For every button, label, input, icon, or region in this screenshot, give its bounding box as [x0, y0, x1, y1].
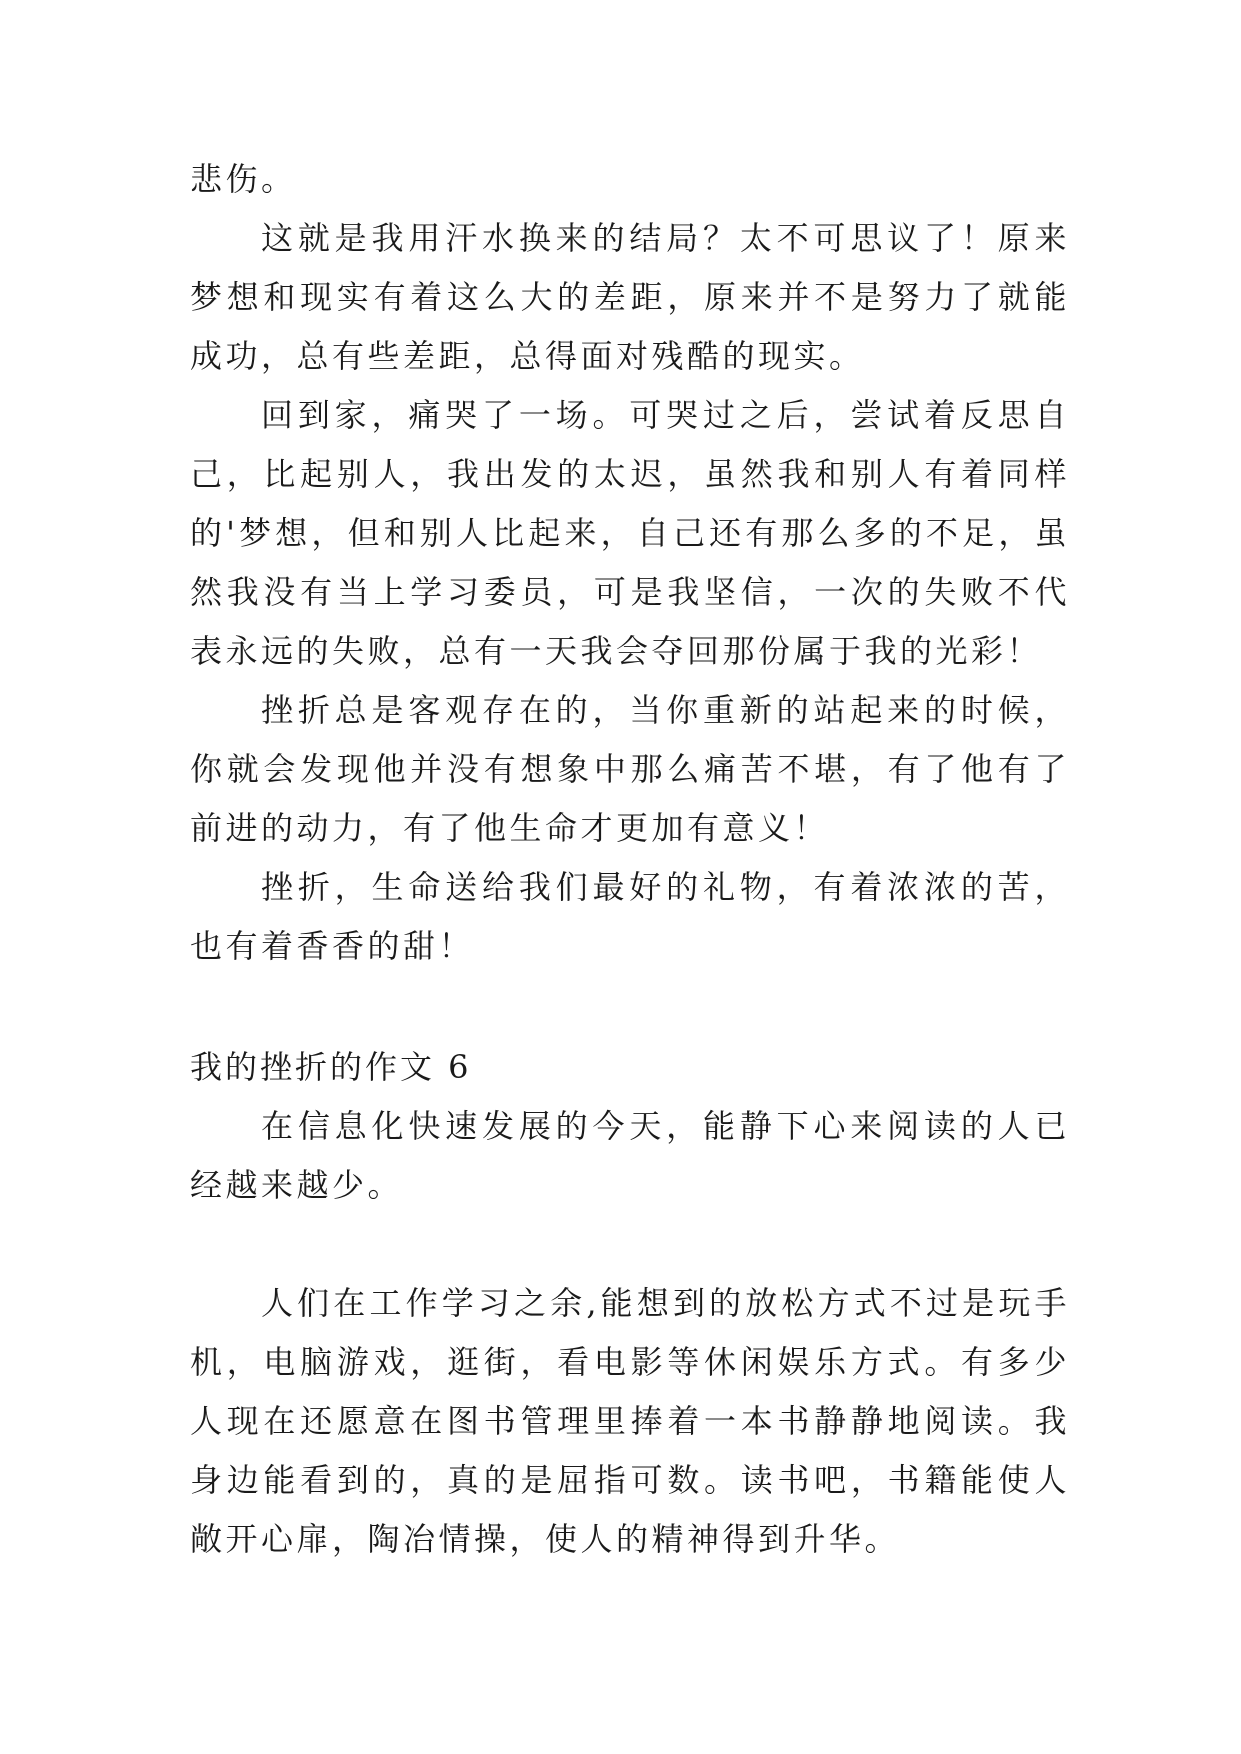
paragraph: 挫折，生命送给我们最好的礼物，有着浓浓的苦，也有着香香的甜！	[190, 868, 1070, 965]
document-body	[190, 150, 1070, 1569]
paragraph: 这就是我用汗水换来的结局？太不可思议了！原来梦想和现实有着这么大的差距，原来并不是努力了就能成功，总有些差距，总得面对残酷的现实。	[190, 219, 1070, 375]
paragraph: 回到家，痛哭了一场。可哭过之后，尝试着反思自己，比起别人，我出发的太迟，虽然我和别人有着同样的'梦想，但和别人比起来，自己还有那么多的不足，虽然我没有当上学习委员，可是我坚信，一次的失败不代表永远的失败，总有一天我会夺回那份属于我的光彩！	[190, 396, 1070, 670]
paragraph: 人们在工作学习之余,能想到的放松方式不过是玩手机，电脑游戏，逛街，看电影等休闲娱乐方式。有多少人现在还愿意在图书管理里捧着一本书静静地阅读。我身边能看到的，真的是屈指可数。读书吧，书籍能使人敞开心扉，陶冶情操，使人的精神得到升华。	[190, 1284, 1070, 1558]
section-title: 我的挫折的作文 6	[190, 1048, 472, 1086]
paragraph-continuation: 悲伤。	[190, 160, 297, 198]
paragraph: 在信息化快速发展的今天，能静下心来阅读的人已经越来越少。	[190, 1107, 1070, 1204]
paragraph: 挫折总是客观存在的，当你重新的站起来的时候，你就会发现他并没有想象中那么痛苦不堪，有了他有了前进的动力，有了他生命才更加有意义！	[190, 691, 1070, 847]
